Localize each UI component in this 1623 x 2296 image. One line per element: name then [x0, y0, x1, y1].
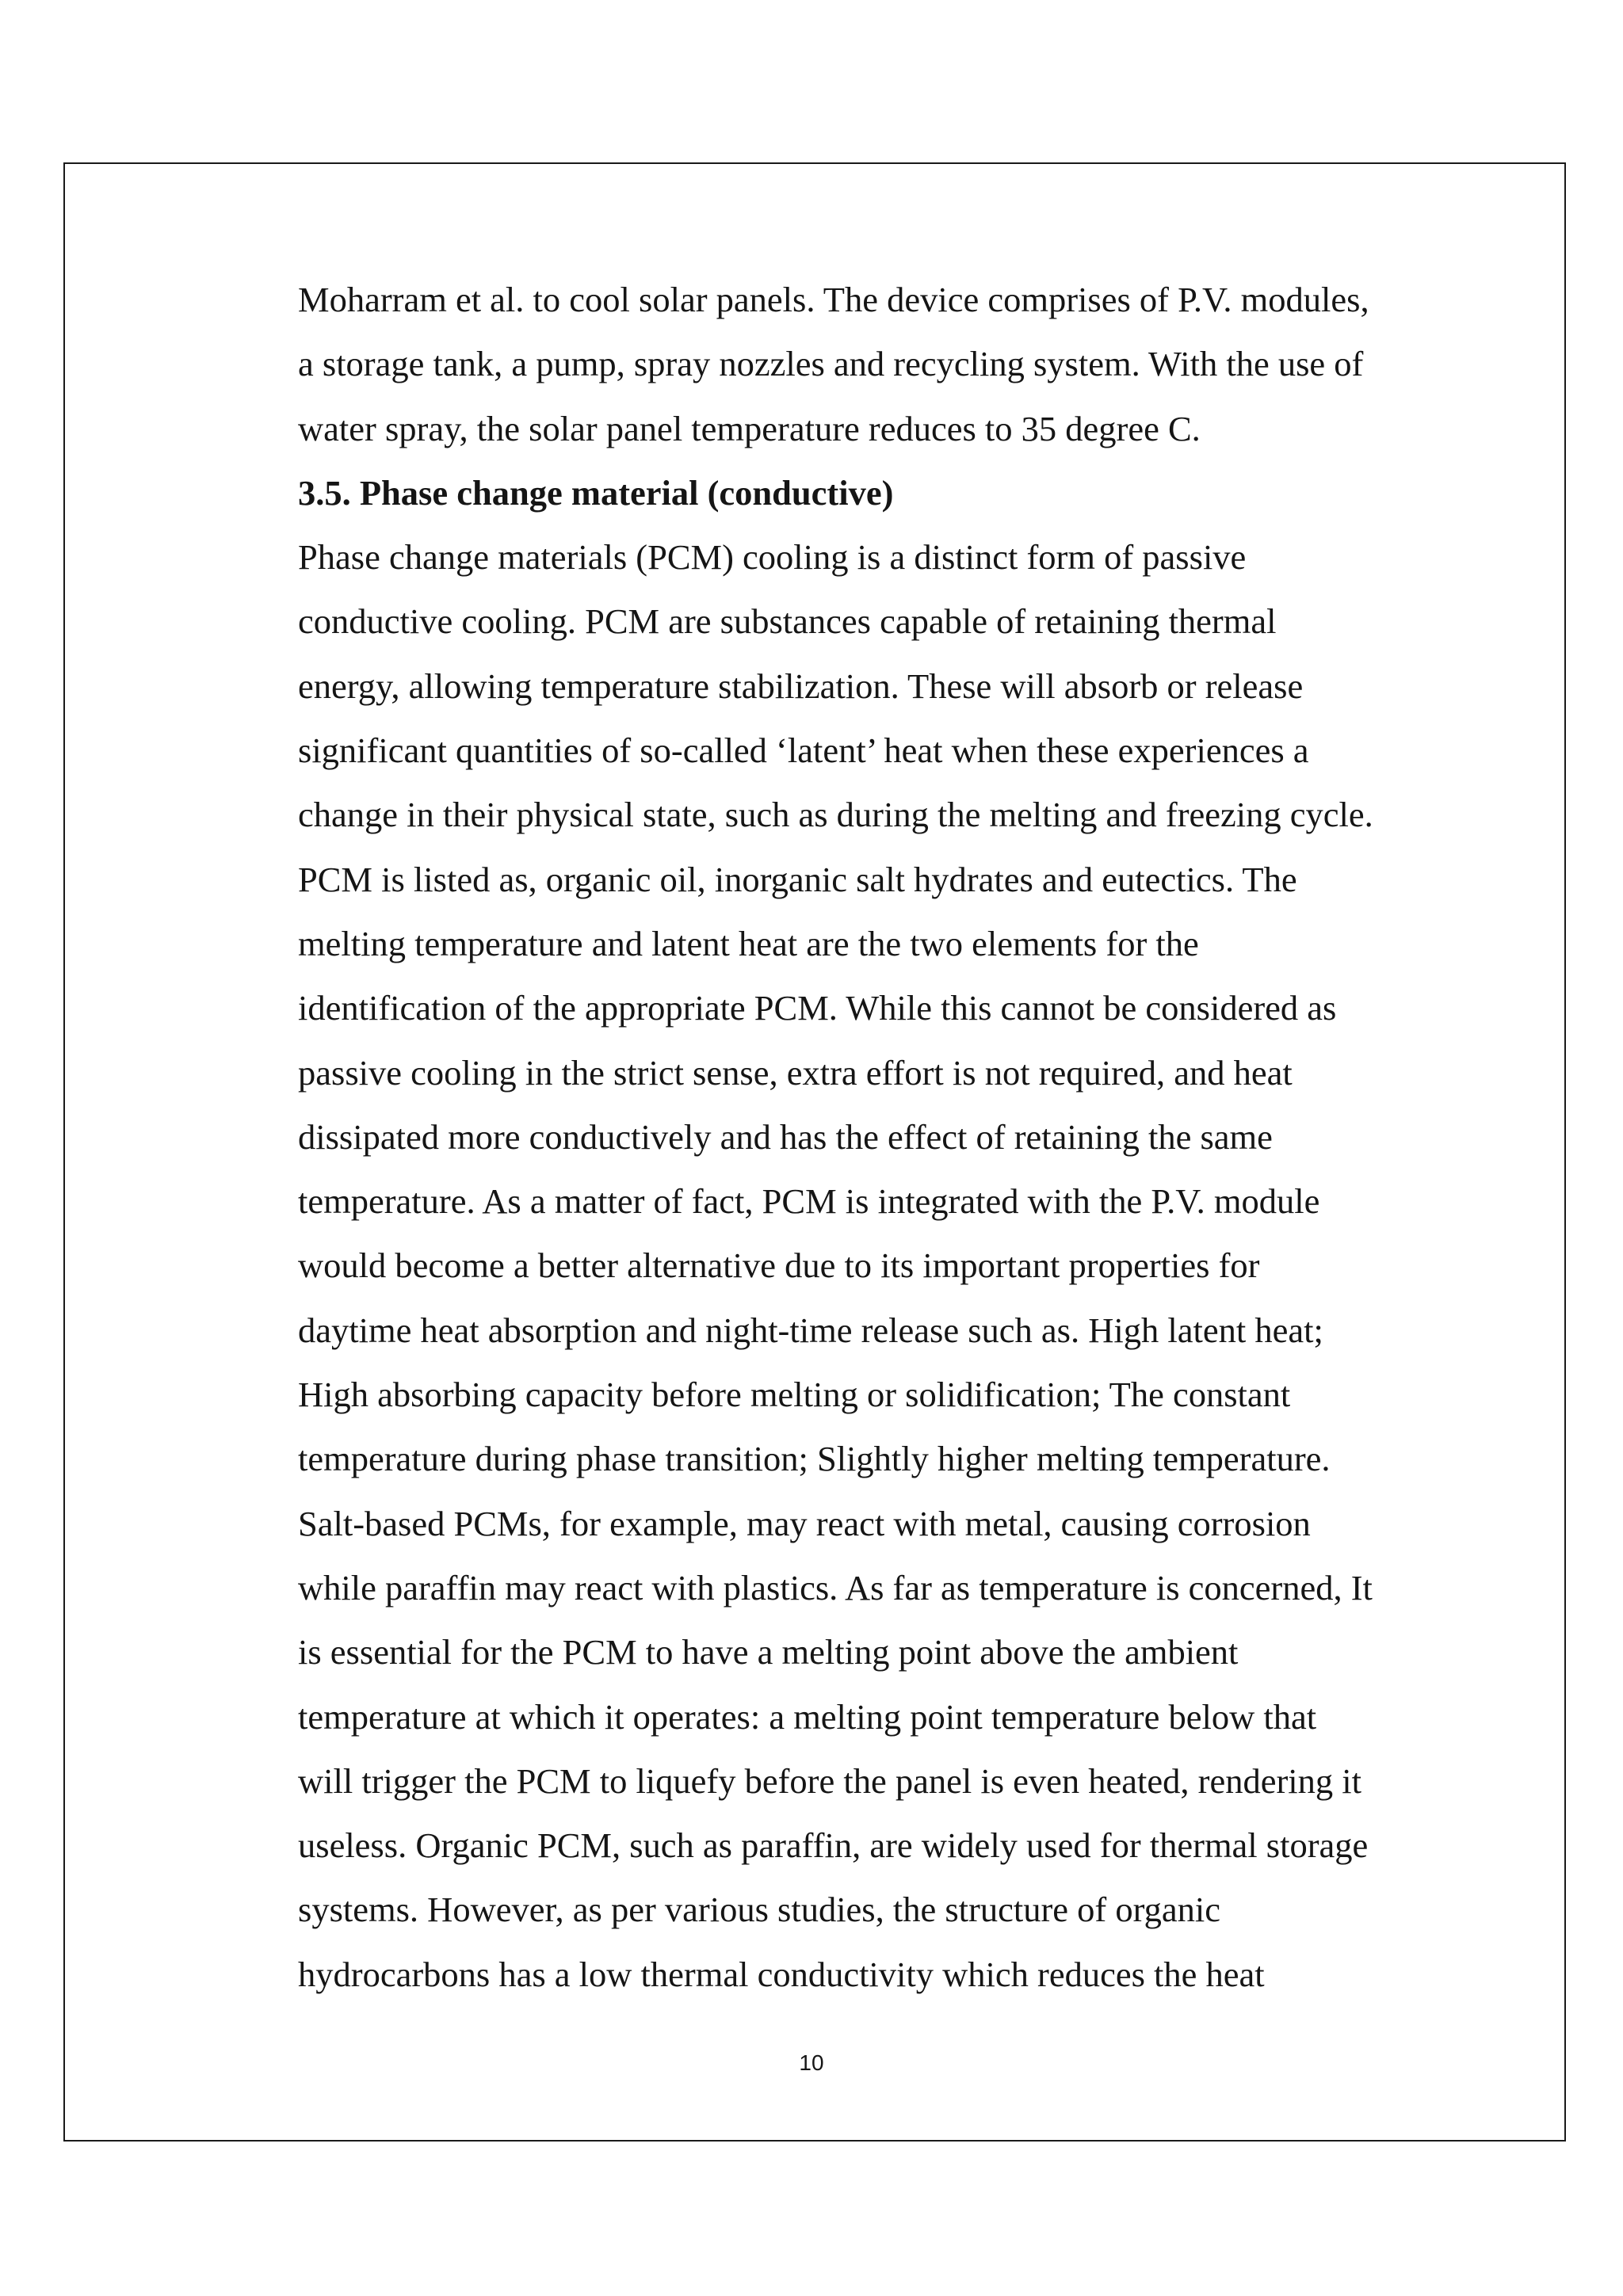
- text-line: hydrocarbons has a low thermal conductivity which reduces the heat: [298, 1954, 1265, 1994]
- text-line: temperature at which it operates: a melting point temperature below that: [298, 1696, 1317, 1737]
- text-line: systems. However, as per various studies, the structure of organic: [298, 1890, 1220, 1930]
- text-line: High absorbing capacity before melting or solidification; The constant: [298, 1375, 1291, 1415]
- text-line: temperature during phase transition; Slightly higher melting temperature.: [298, 1439, 1331, 1479]
- text-line: dissipated more conductively and has the effect of retaining the same: [298, 1116, 1273, 1157]
- text-line: melting temperature and latent heat are the two elements for the: [298, 923, 1199, 963]
- text-line: useless. Organic PCM, such as paraffin, are widely used for thermal storage: [298, 1825, 1369, 1866]
- text-line: significant quantities of so-called ‘latent’ heat when these experiences a: [298, 730, 1309, 771]
- section-heading: 3.5. Phase change material (conductive): [298, 472, 894, 513]
- text-line: daytime heat absorption and night-time release such as. High latent heat;: [298, 1310, 1323, 1350]
- text-line: will trigger the PCM to liquefy before the panel is even heated, rendering it: [298, 1760, 1362, 1801]
- text-line: Moharram et al. to cool solar panels. The device comprises of P.V. modules,: [298, 280, 1369, 319]
- text-line: is essential for the PCM to have a melting point above the ambient: [298, 1632, 1239, 1672]
- text-line: change in their physical state, such as during the melting and freezing cycle.: [298, 795, 1373, 835]
- page-number: 10: [799, 2050, 824, 2075]
- text-line: a storage tank, a pump, spray nozzles and recycling system. With the use of: [298, 344, 1364, 384]
- text-line: conductive cooling. PCM are substances capable of retaining thermal: [298, 601, 1277, 642]
- text-line: energy, allowing temperature stabilization. These will absorb or release: [298, 666, 1304, 706]
- text-line: water spray, the solar panel temperature reduces to 35 degree C.: [298, 408, 1201, 448]
- body-text: [298, 268, 1455, 2007]
- text-line: temperature. As a matter of fact, PCM is integrated with the P.V. module: [298, 1181, 1320, 1222]
- text-line: identification of the appropriate PCM. While this cannot be considered as: [298, 988, 1337, 1028]
- text-line: Salt-based PCMs, for example, may react with metal, causing corrosion: [298, 1503, 1311, 1543]
- text-line: Phase change materials (PCM) cooling is a distinct form of passive: [298, 537, 1247, 578]
- text-line: while paraffin may react with plastics. As far as temperature is concerned, It: [298, 1567, 1373, 1608]
- text-line: passive cooling in the strict sense, extra effort is not required, and heat: [298, 1052, 1293, 1093]
- text-line: PCM is listed as, organic oil, inorganic salt hydrates and eutectics. The: [298, 859, 1297, 899]
- text-line: would become a better alternative due to its important properties for: [298, 1245, 1260, 1286]
